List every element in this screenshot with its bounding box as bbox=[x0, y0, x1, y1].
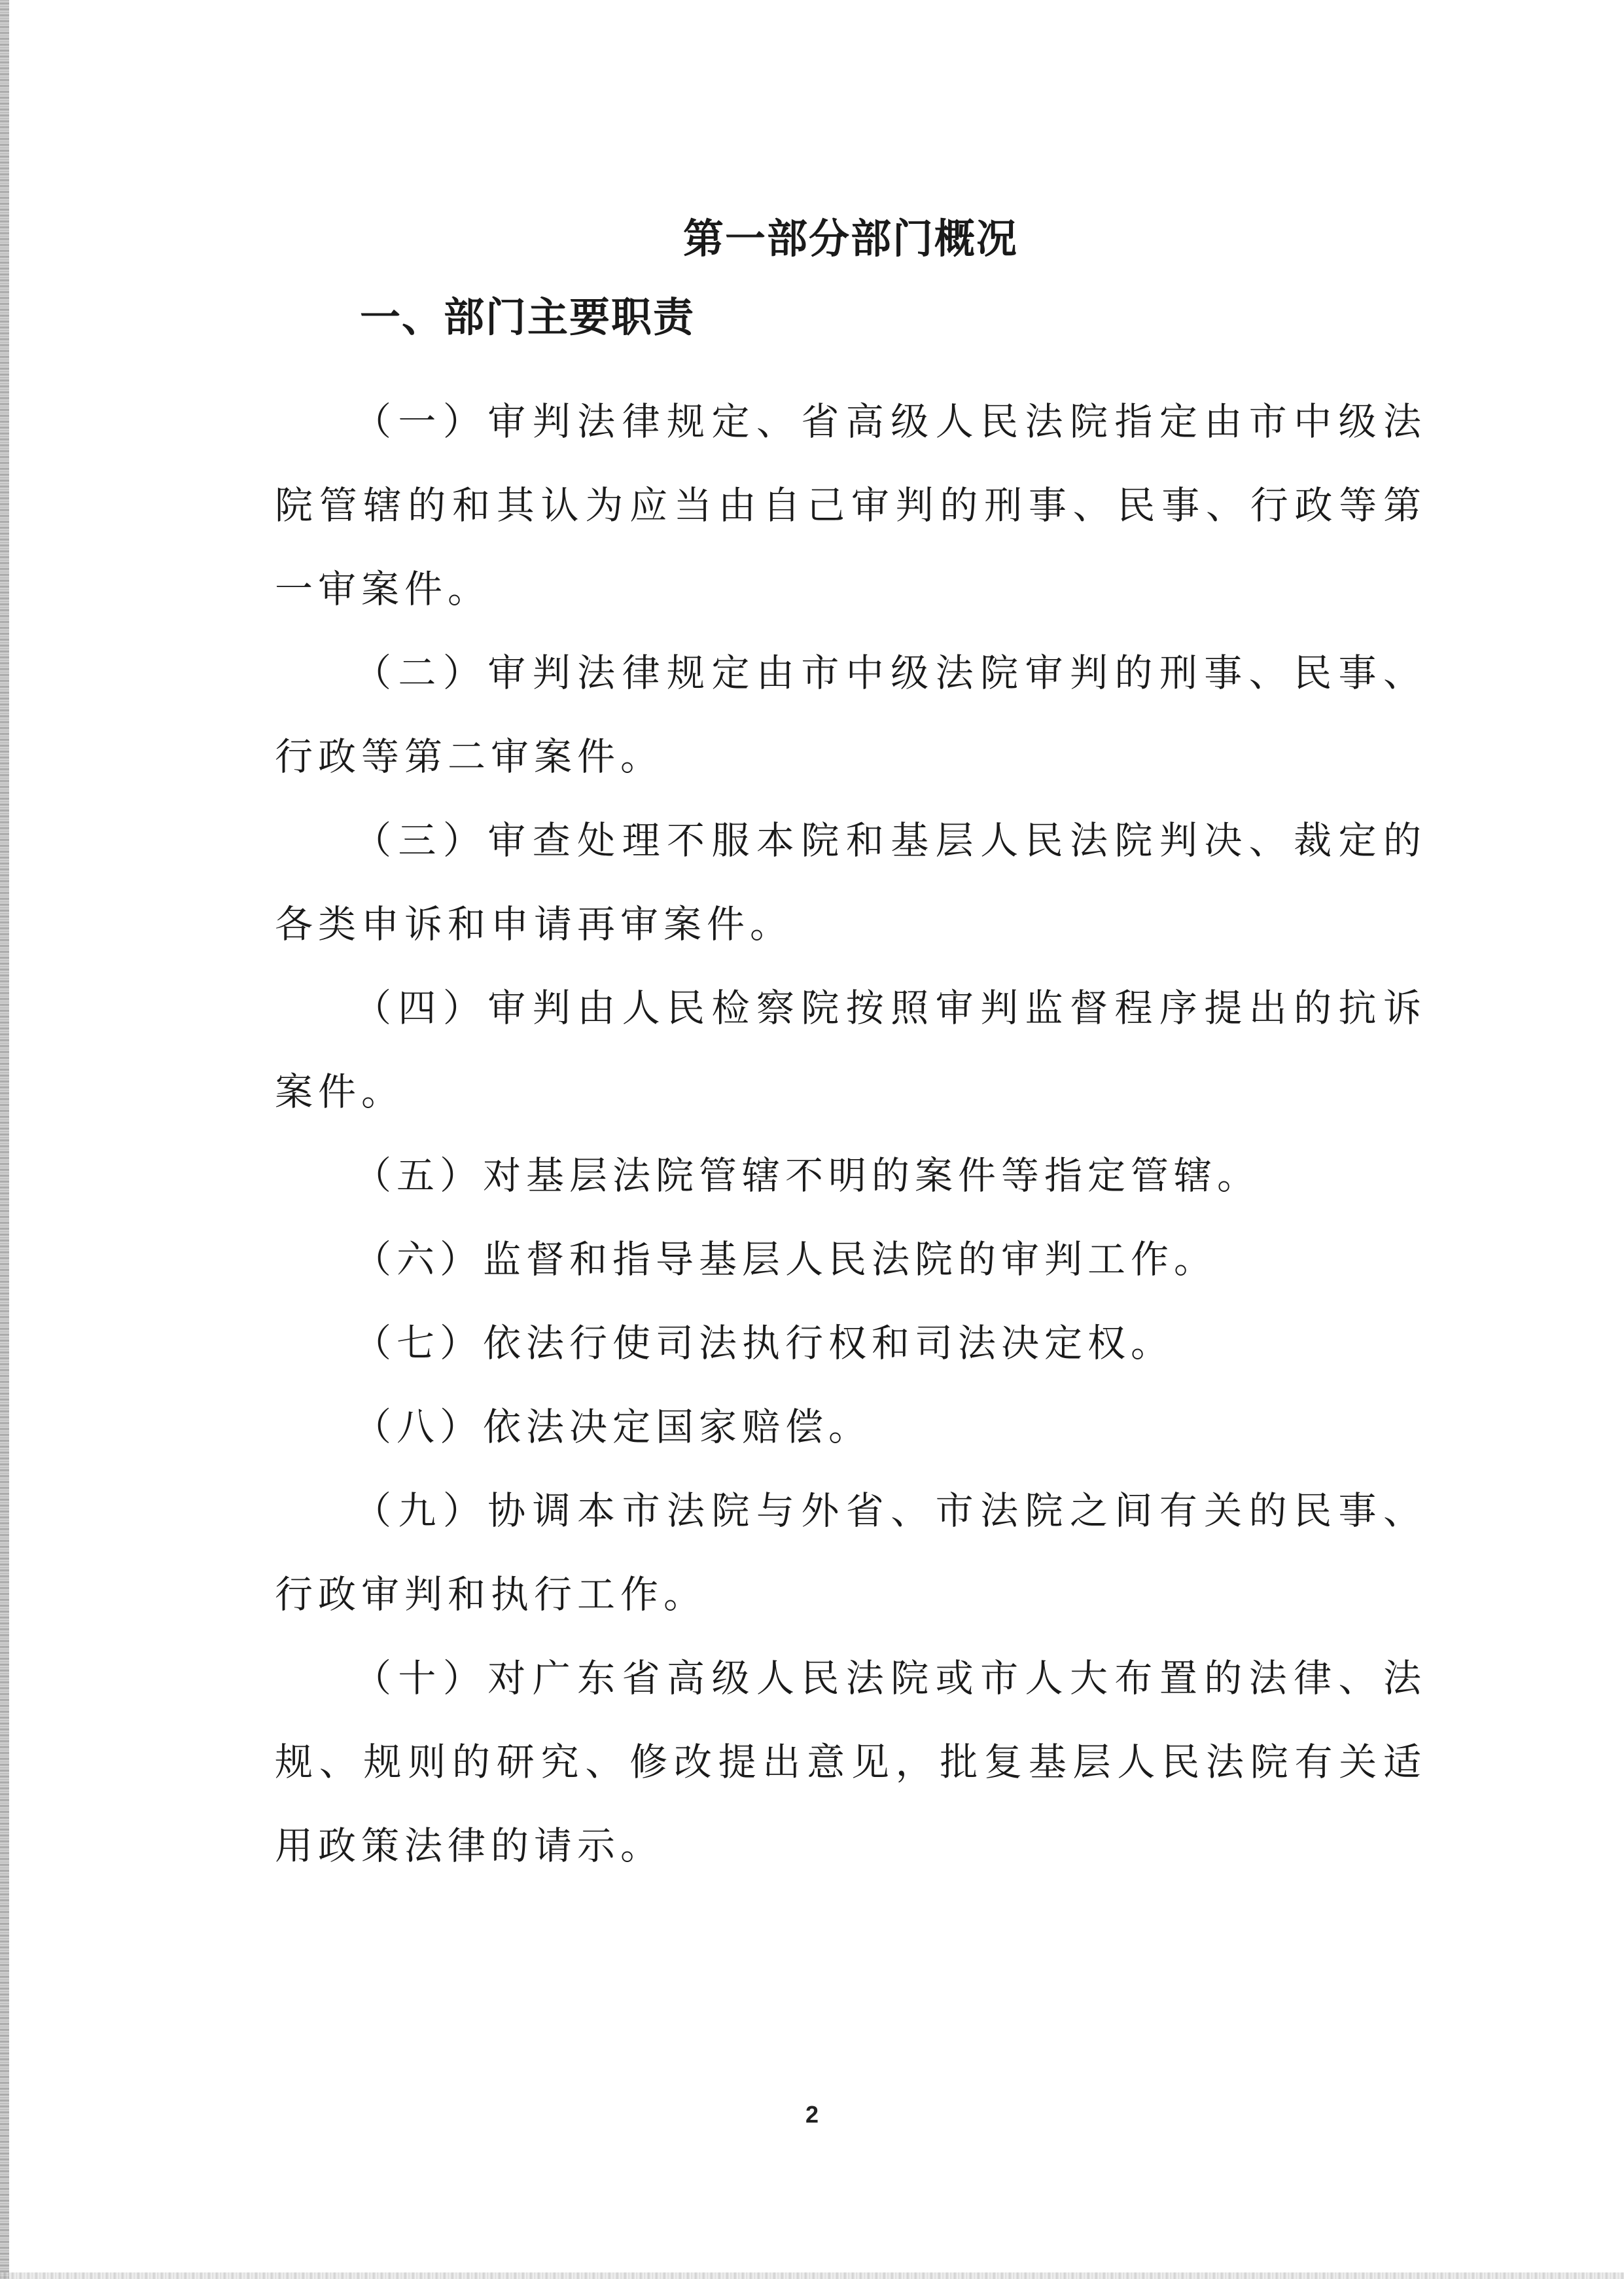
duty-item-6: （六）监督和指导基层人民法院的审判工作。 bbox=[353, 1237, 1218, 1282]
duty-item-2: （二）审判法律规定由市中级法院审判的刑事、民事、行政等第二审案件。 bbox=[275, 651, 1426, 779]
section-title: 第一部分部门概况 bbox=[682, 215, 1018, 262]
document-page bbox=[275, 190, 1426, 1888]
subsection-title: 一、部门主要职责 bbox=[360, 293, 696, 341]
scan-edge-left bbox=[0, 0, 9, 2279]
duty-item-9: （九）协调本市法院与外省、市法院之间有关的民事、行政审判和执行工作。 bbox=[275, 1488, 1426, 1617]
duty-list bbox=[275, 380, 1426, 1888]
duty-item-4: （四）审判由人民检察院按照审判监督程序提出的抗诉案件。 bbox=[275, 986, 1426, 1114]
duty-item-5: （五）对基层法院管辖不明的案件等指定管辖。 bbox=[353, 1153, 1261, 1198]
page-number: 2 bbox=[805, 2101, 819, 2128]
duty-item-3: （三）审查处理不服本院和基层人民法院判决、裁定的各类申诉和申请再审案件。 bbox=[275, 818, 1426, 946]
duty-item-1: （一）审判法律规定、省高级人民法院指定由市中级法院管辖的和其认为应当由自己审判的刑事、民事、行政等第一审案件。 bbox=[275, 399, 1426, 611]
scan-edge-bottom bbox=[0, 2272, 1624, 2279]
duty-item-7: （七）依法行使司法执行权和司法决定权。 bbox=[353, 1321, 1174, 1365]
duty-item-8: （八）依法决定国家赔偿。 bbox=[353, 1405, 872, 1449]
duty-item-10: （十）对广东省高级人民法院或市人大布置的法律、法规、规则的研究、修改提出意见，批复基层人民法院有关适用政策法律的请示。 bbox=[275, 1656, 1426, 1868]
